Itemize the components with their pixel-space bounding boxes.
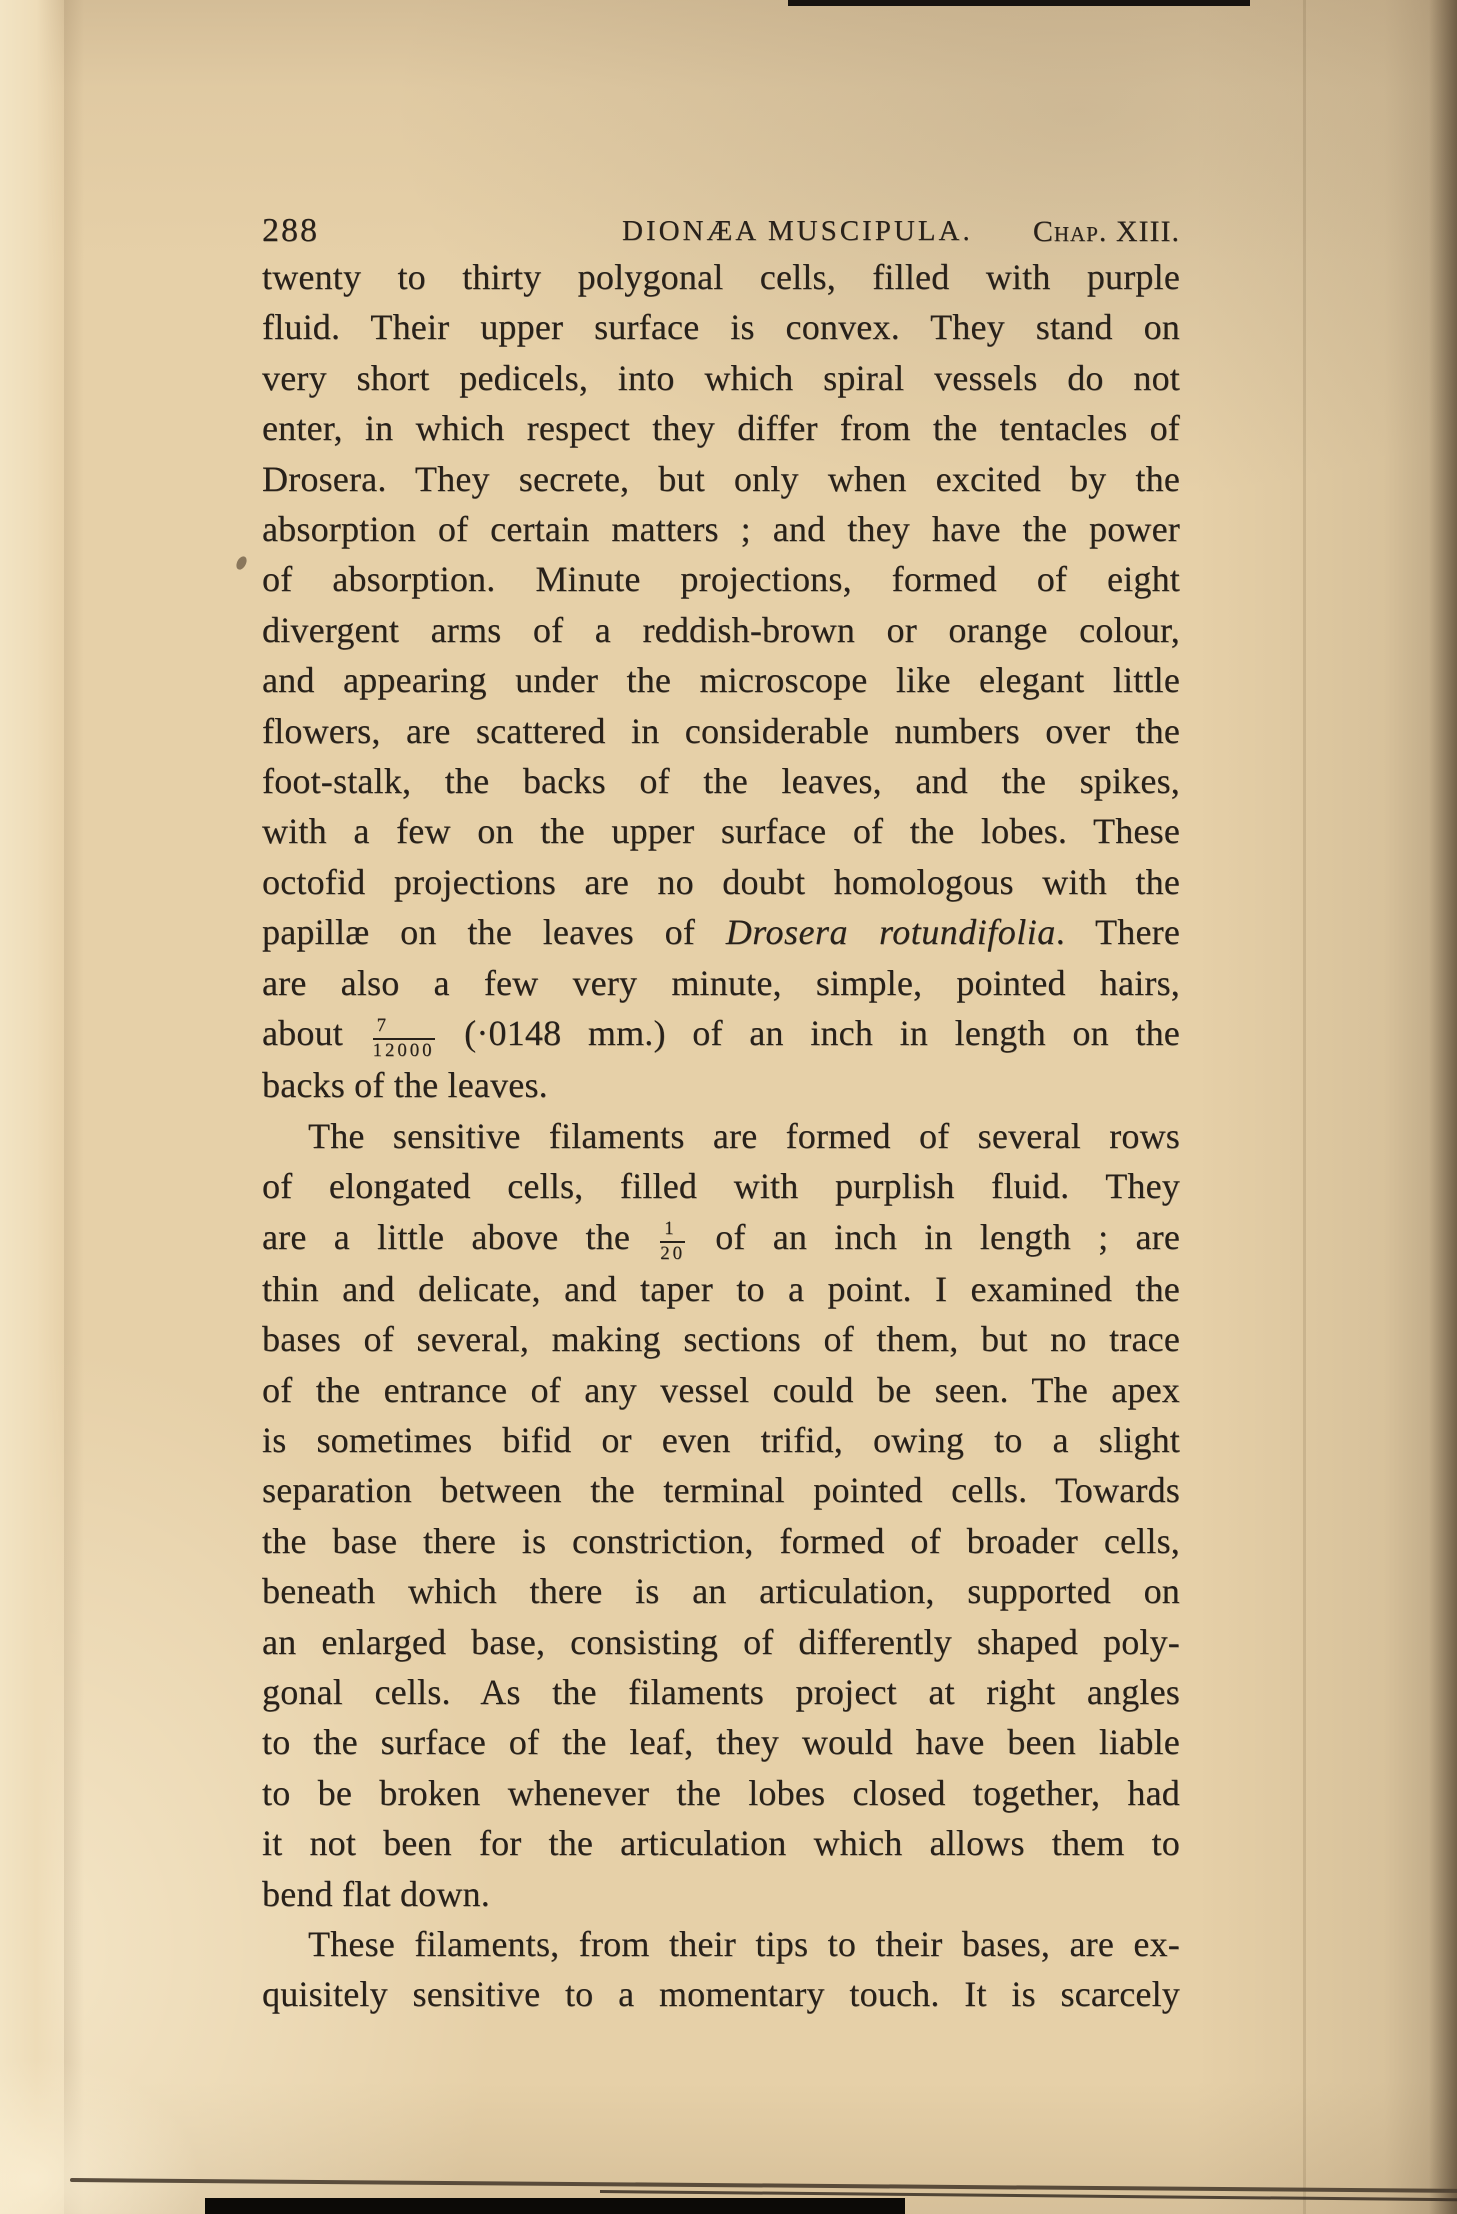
inline-fraction: $\frac{7}{12000}$ — [372, 1014, 435, 1061]
text-line: divergent arms of a reddish-brown or orange colour, — [262, 609, 1180, 650]
text-line: and appearing under the microscope like elegant little — [262, 660, 1180, 701]
text-line: bend flat down. — [262, 1873, 490, 1914]
inline-fraction: $\frac{1}{20}$ — [660, 1218, 686, 1264]
text-line: fluid. Their upper surface is convex. They stand on — [262, 307, 1180, 348]
text-line: is sometimes bifid or even trifid, owing to a slight — [262, 1420, 1180, 1460]
text-line: separation between the terminal pointed cells. Towards — [262, 1470, 1180, 1511]
text-line: backs of the leaves. — [262, 1065, 548, 1106]
text-line: beneath which there is an articulation, supported on — [262, 1571, 1180, 1612]
chapter-label: Chap. XIII. — [1032, 215, 1180, 248]
text-line: are also a few very minute, simple, pointed hairs, — [262, 962, 1180, 1003]
text-line: of the entrance of any vessel could be seen. The apex — [262, 1369, 1180, 1410]
top-scan-edge — [788, 0, 1250, 6]
right-page-edge — [1429, 0, 1457, 2214]
text-line: The sensitive filaments are formed of several rows — [308, 1115, 1180, 1156]
page-number: 288 — [262, 212, 319, 249]
text-line: very short pedicels, into which spiral vessels do not — [262, 357, 1180, 398]
running-title: DIONÆA MUSCIPULA. — [622, 215, 973, 247]
text-line: bases of several, making sections of them, but no trace — [262, 1319, 1180, 1360]
text-line: twenty to thirty polygonal cells, filled with purple — [262, 257, 1180, 297]
text-line: are a little above the $\frac{1}{20}$ of an inch in length ; are — [262, 1216, 1181, 1264]
right-page-crease — [1303, 0, 1306, 2214]
text-line: foot-stalk, the backs of the leaves, and the spikes, — [262, 761, 1180, 802]
bottom-left-highlight — [0, 2040, 230, 2214]
text-line: octofid projections are no doubt homologous with the — [262, 861, 1180, 902]
text-line: absorption of certain matters ; and they have the power — [262, 509, 1180, 550]
page-body-text — [262, 252, 1180, 2020]
text-line: enter, in which respect they differ from the tentacles of — [262, 408, 1180, 449]
text-line: gonal cells. As the filaments project at right angles — [262, 1672, 1180, 1713]
text-line: an enlarged base, consisting of differently shaped poly- — [262, 1621, 1180, 1662]
text-line: quisitely sensitive to a momentary touch. It is scarcely — [262, 1974, 1180, 2015]
text-line: with a few on the upper surface of the lobes. These — [262, 811, 1180, 852]
left-page-edge — [0, 0, 66, 2214]
page-header — [262, 212, 1180, 256]
text-line: to the surface of the leaf, they would have been liable — [262, 1722, 1180, 1763]
text-line: the base there is constriction, formed of broader cells, — [262, 1520, 1180, 1561]
text-line: about $\frac{7}{12000}$ (·0148 mm.) of an inch in length on the — [262, 1013, 1180, 1061]
text-line: of elongated cells, filled with purplish fluid. They — [262, 1166, 1180, 1207]
bottom-scan-bar — [205, 2198, 905, 2214]
text-line: to be broken whenever the lobes closed together, had — [262, 1772, 1180, 1813]
left-page-crease — [64, 0, 84, 2214]
text-line: These filaments, from their tips to their bases, are ex- — [308, 1924, 1180, 1965]
text-line: thin and delicate, and taper to a point. I examined the — [262, 1268, 1180, 1309]
text-line: papillæ on the leaves of Drosera rotundifolia. There — [262, 912, 1180, 953]
text-line: Drosera. They secrete, but only when excited by the — [262, 458, 1180, 499]
text-line: flowers, are scattered in considerable numbers over the — [262, 710, 1180, 751]
ink-fleck — [235, 555, 248, 571]
text-line: it not been for the articulation which allows them to — [262, 1823, 1180, 1864]
text-line: of absorption. Minute projections, formed of eight — [262, 559, 1180, 600]
